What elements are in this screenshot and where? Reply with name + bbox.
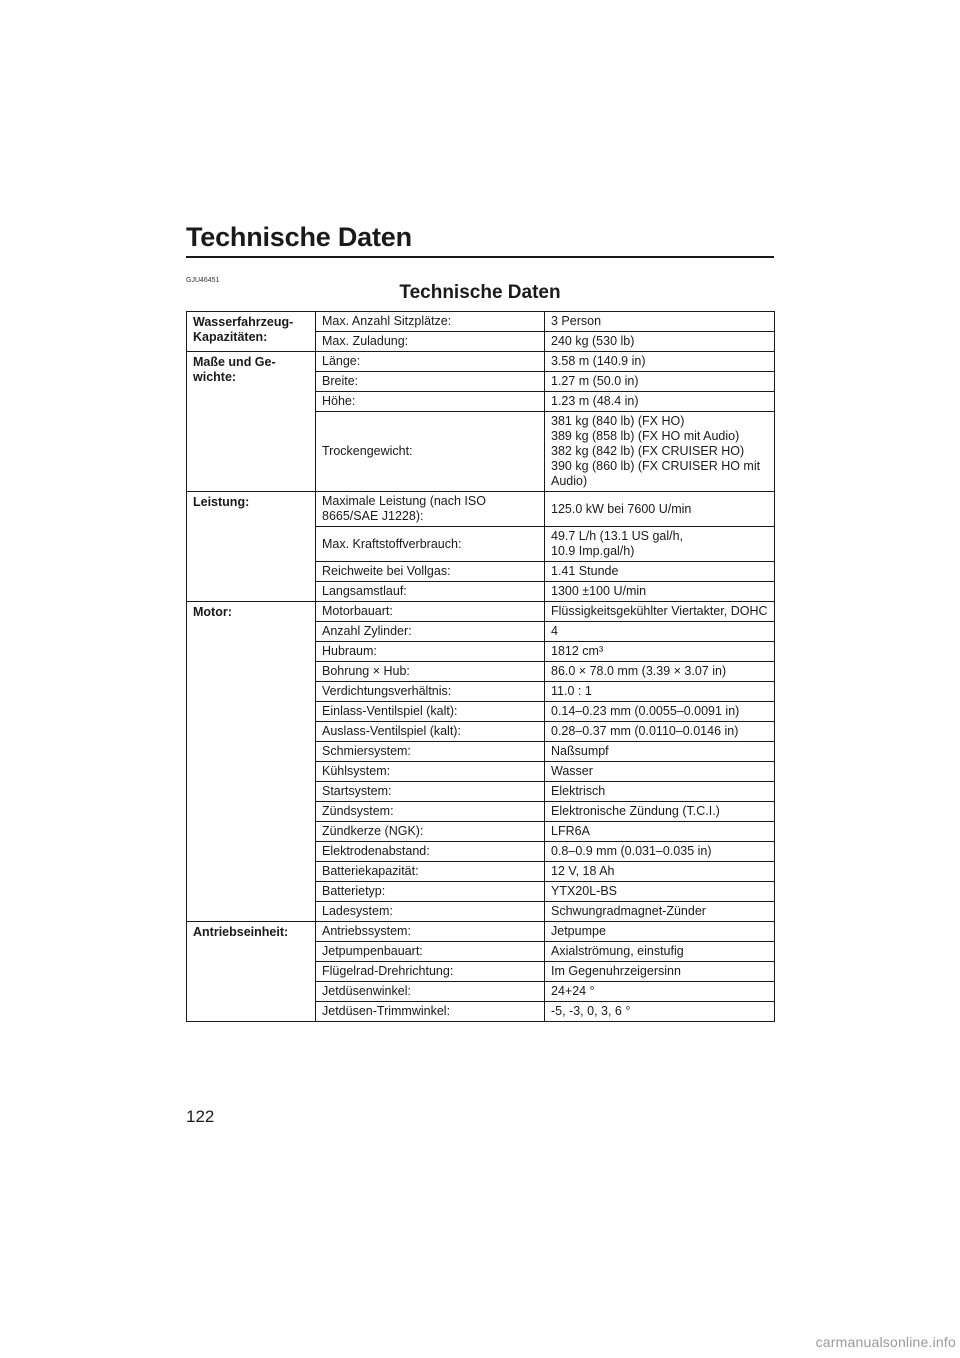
spec-value: Elektrisch bbox=[545, 782, 775, 802]
spec-category: Motor: bbox=[187, 602, 316, 922]
spec-label: Zündsystem: bbox=[316, 802, 545, 822]
spec-label: Schmiersystem: bbox=[316, 742, 545, 762]
spec-value: 3 Person bbox=[545, 312, 775, 332]
watermark-link[interactable]: carmanualsonline.info bbox=[815, 1334, 956, 1350]
spec-label: Reichweite bei Vollgas: bbox=[316, 562, 545, 582]
spec-value: YTX20L-BS bbox=[545, 882, 775, 902]
spec-category: Wasserfahrzeug- Kapazitäten: bbox=[187, 312, 316, 352]
spec-value: 240 kg (530 lb) bbox=[545, 332, 775, 352]
spec-label: Auslass-Ventilspiel (kalt): bbox=[316, 722, 545, 742]
spec-label: Ladesystem: bbox=[316, 902, 545, 922]
spec-value: 0.8–0.9 mm (0.031–0.035 in) bbox=[545, 842, 775, 862]
spec-value: 0.14–0.23 mm (0.0055–0.0091 in) bbox=[545, 702, 775, 722]
spec-value: Im Gegenuhrzeigersinn bbox=[545, 962, 775, 982]
spec-label: Jetpumpenbauart: bbox=[316, 942, 545, 962]
spec-table bbox=[186, 311, 775, 1022]
section-title: Technische Daten bbox=[399, 282, 561, 303]
spec-value: 381 kg (840 lb) (FX HO) 389 kg (858 lb) (FX HO mit Audio) 382 kg (842 lb) (FX CRUISER HO) 390 kg (860 lb) (FX CRUISER HO mit Audio) bbox=[545, 412, 775, 492]
spec-label: Maximale Leistung (nach ISO 8665/SAE J1228): bbox=[316, 492, 545, 527]
spec-value: 86.0 × 78.0 mm (3.39 × 3.07 in) bbox=[545, 662, 775, 682]
spec-row bbox=[187, 352, 775, 372]
spec-value: Naßsumpf bbox=[545, 742, 775, 762]
page-header-title: Technische Daten bbox=[186, 222, 774, 258]
spec-label: Max. Kraftstoffverbrauch: bbox=[316, 527, 545, 562]
spec-label: Startsystem: bbox=[316, 782, 545, 802]
spec-table-body bbox=[187, 312, 775, 1022]
spec-value: Elektronische Zündung (T.C.I.) bbox=[545, 802, 775, 822]
spec-label: Bohrung × Hub: bbox=[316, 662, 545, 682]
spec-label: Elektrodenabstand: bbox=[316, 842, 545, 862]
document-code: GJU46451 bbox=[186, 277, 220, 284]
spec-label: Einlass-Ventilspiel (kalt): bbox=[316, 702, 545, 722]
spec-label: Motorbauart: bbox=[316, 602, 545, 622]
spec-label: Hubraum: bbox=[316, 642, 545, 662]
spec-value: 11.0 : 1 bbox=[545, 682, 775, 702]
page-number: 122 bbox=[186, 1107, 215, 1126]
spec-label: Länge: bbox=[316, 352, 545, 372]
spec-value: 12 V, 18 Ah bbox=[545, 862, 775, 882]
spec-row bbox=[187, 922, 775, 942]
spec-value: Jetpumpe bbox=[545, 922, 775, 942]
spec-value: 4 bbox=[545, 622, 775, 642]
spec-label: Verdichtungsverhältnis: bbox=[316, 682, 545, 702]
spec-label: Max. Anzahl Sitzplätze: bbox=[316, 312, 545, 332]
spec-label: Kühlsystem: bbox=[316, 762, 545, 782]
spec-row bbox=[187, 312, 775, 332]
spec-label: Trockengewicht: bbox=[316, 412, 545, 492]
spec-value: 1812 cm³ bbox=[545, 642, 775, 662]
spec-label: Zündkerze (NGK): bbox=[316, 822, 545, 842]
spec-category: Maße und Ge- wichte: bbox=[187, 352, 316, 492]
spec-value: Flüssigkeitsgekühlter Viertakter, DOHC bbox=[545, 602, 775, 622]
spec-category: Leistung: bbox=[187, 492, 316, 602]
spec-row bbox=[187, 602, 775, 622]
spec-value: 1.41 Stunde bbox=[545, 562, 775, 582]
spec-label: Jetdüsen-Trimmwinkel: bbox=[316, 1002, 545, 1022]
spec-value: Wasser bbox=[545, 762, 775, 782]
spec-value: 1300 ±100 U/min bbox=[545, 582, 775, 602]
spec-value: 49.7 L/h (13.1 US gal/h, 10.9 Imp.gal/h) bbox=[545, 527, 775, 562]
spec-label: Breite: bbox=[316, 372, 545, 392]
spec-value: -5, -3, 0, 3, 6 ° bbox=[545, 1002, 775, 1022]
spec-label: Antriebssystem: bbox=[316, 922, 545, 942]
spec-label: Batteriekapazität: bbox=[316, 862, 545, 882]
spec-category: Antriebseinheit: bbox=[187, 922, 316, 1022]
spec-value: Schwungradmagnet-Zünder bbox=[545, 902, 775, 922]
spec-label: Anzahl Zylinder: bbox=[316, 622, 545, 642]
spec-value: 1.27 m (50.0 in) bbox=[545, 372, 775, 392]
spec-value: 0.28–0.37 mm (0.0110–0.0146 in) bbox=[545, 722, 775, 742]
spec-value: 1.23 m (48.4 in) bbox=[545, 392, 775, 412]
spec-label: Batterietyp: bbox=[316, 882, 545, 902]
spec-value: 3.58 m (140.9 in) bbox=[545, 352, 775, 372]
spec-label: Flügelrad-Drehrichtung: bbox=[316, 962, 545, 982]
spec-label: Jetdüsenwinkel: bbox=[316, 982, 545, 1002]
spec-value: 24+24 ° bbox=[545, 982, 775, 1002]
spec-label: Max. Zuladung: bbox=[316, 332, 545, 352]
spec-value: LFR6A bbox=[545, 822, 775, 842]
spec-label: Langsamstlauf: bbox=[316, 582, 545, 602]
spec-value: Axialströmung, einstufig bbox=[545, 942, 775, 962]
spec-value: 125.0 kW bei 7600 U/min bbox=[545, 492, 775, 527]
spec-row bbox=[187, 492, 775, 527]
spec-label: Höhe: bbox=[316, 392, 545, 412]
